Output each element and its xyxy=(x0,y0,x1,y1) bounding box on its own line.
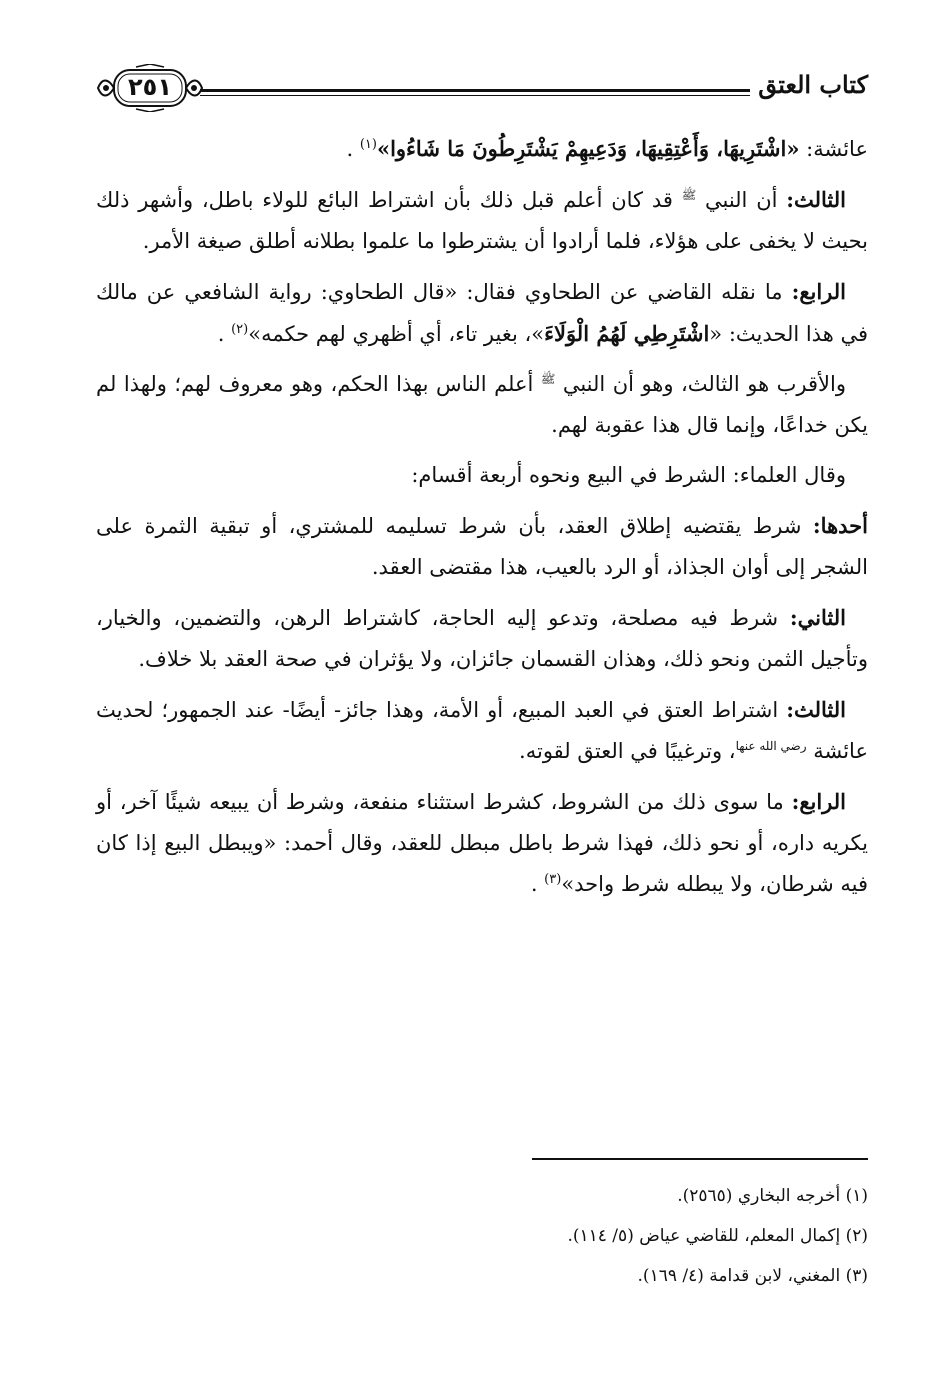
paragraph-lead: أحدها: xyxy=(812,513,868,538)
honorific-glyph: رضي الله عنها xyxy=(735,739,807,753)
footnote: (١) أخرجه البخاري (٢٥٦٥). xyxy=(677,1186,868,1206)
footnote-separator xyxy=(532,1158,868,1160)
body-text xyxy=(96,128,868,914)
paragraph: والأقرب هو الثالث، وهو أن النبي $^ﷺ$ أعلم الناس بهذا الحكم، وهو معروف لهم؛ ولهذا لم يكن خداعًا، وإنما قال هذا عقوبة لهم. xyxy=(96,372,868,437)
footnote: (٢) إكمال المعلم، للقاضي عياض (٥/ ١١٤). xyxy=(567,1226,868,1246)
footnote-ref[interactable]: (٣) xyxy=(544,872,562,887)
paragraph: الرابع: ما نقله القاضي عن الطحاوي فقال: «قال الطحاوي: رواية الشافعي عن مالك في هذا الحديث: «اشْتَرِطِي لَهُمُ الْوَلَاءَ»، بغير تاء، أي أظهري لهم حكمه»$^{(٢)}$ . xyxy=(96,279,868,346)
running-title: كتاب العتق xyxy=(758,70,868,99)
paragraph-lead: الرابع: xyxy=(791,279,846,304)
footnote-ref[interactable]: (٢) xyxy=(231,322,249,337)
paragraph: الثالث: أن النبي $^ﷺ$ قد كان أعلم قبل ذلك بأن اشتراط البائع للولاء باطل، وأشهر ذلك بحيث لا يخفى على هؤلاء، فلما أرادوا أن يشترطوا ما علموا بطلانه أطلق صيغة الأمر. xyxy=(96,187,868,253)
paragraph: الثاني: شرط فيه مصلحة، وتدعو إليه الحاجة، كاشتراط الرهن، والتضمين، والخيار، وتأجيل الثمن ونحو ذلك، وهذان القسمان جائزان، ولا يؤثران في صحة العقد بلا خلاف. xyxy=(96,605,868,671)
paragraph: وقال العلماء: الشرط في البيع ونحوه أربعة أقسام: xyxy=(411,463,846,487)
header-rule-thick xyxy=(200,89,750,92)
footnotes xyxy=(96,1176,868,1296)
paragraph: الرابع: ما سوى ذلك من الشروط، كشرط استثناء منفعة، وشرط أن يبيعه شيئًا آخر، أو يكريه داره، أو نحو ذلك، فهذا شرط باطل مبطل للعقد، وقال أحمد: «ويبطل البيع إذا كان فيه شرطان، ولا يبطله شرط واحد»$^{(٣)}$ . xyxy=(96,789,868,896)
paragraph: أحدها: شرط يقتضيه إطلاق العقد، بأن شرط تسليمه للمشتري، أو تبقية الثمرة على الشجر إلى أوان الجذاذ، أو الرد بالعيب، هذا مقتضى العقد. xyxy=(96,513,868,579)
paragraph-lead: الثاني: xyxy=(789,605,846,630)
footnote-ref[interactable]: (١) xyxy=(359,137,377,152)
paragraph-lead: الثالث: xyxy=(786,697,846,722)
paragraph: عائشة: «اشْتَرِيهَا، وَأَعْتِقِيهَا، وَدَعِيهِمْ يَشْتَرِطُونَ مَا شَاءُوا»$^{(١)}$ . xyxy=(346,136,868,161)
hadith-quote: «اشْتَرِيهَا، وَأَعْتِقِيهَا، وَدَعِيهِمْ يَشْتَرِطُونَ مَا شَاءُوا» xyxy=(376,136,800,161)
page-number: ٢٥١ xyxy=(128,73,172,101)
paragraph-lead: الثالث: xyxy=(786,187,846,212)
header-rule-thin xyxy=(200,95,750,96)
honorific-glyph: ﷺ xyxy=(540,372,556,386)
honorific-glyph: ﷺ xyxy=(681,188,697,202)
page-number-ornament xyxy=(96,64,204,112)
page-header xyxy=(96,64,868,116)
paragraph: الثالث: اشتراط العتق في العبد المبيع، أو الأمة، وهذا جائز- أيضًا- عند الجمهور؛ لحديث عائشة $^{رضي الله عنها}$، وترغيبًا في العتق لقوته. xyxy=(96,697,868,763)
footnote: (٣) المغني، لابن قدامة (٤/ ١٦٩). xyxy=(637,1266,868,1286)
hadith-quote: اشْتَرِطِي لَهُمُ الْوَلَاءَ xyxy=(544,321,710,346)
paragraph-lead: الرابع: xyxy=(791,789,846,814)
